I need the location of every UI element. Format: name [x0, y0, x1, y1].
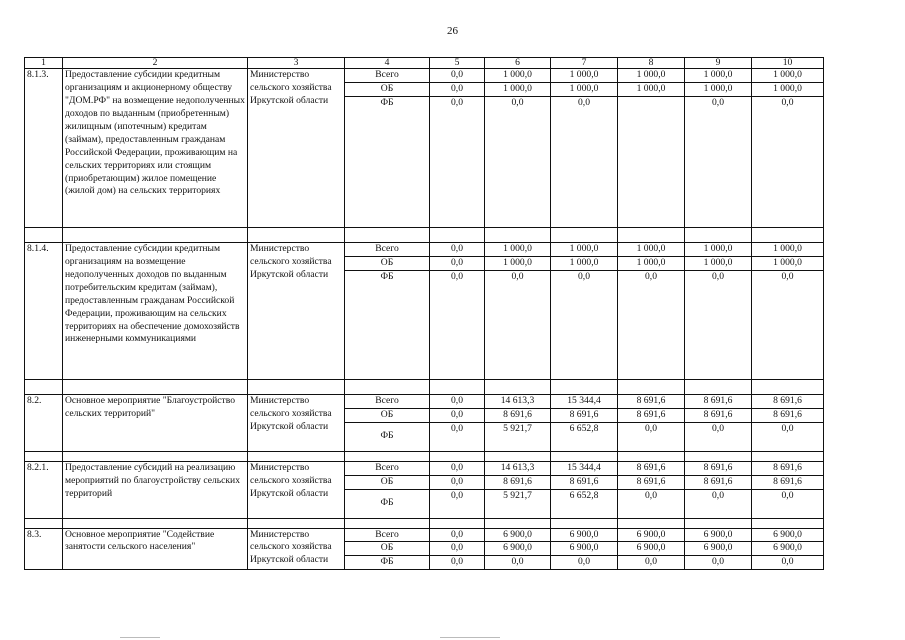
value-cell: 0,0 [685, 556, 752, 570]
executor: Министерство сельского хозяйства Иркутской области [248, 394, 345, 451]
value-cell: 1 000,0 [485, 69, 551, 83]
value-cell: 0,0 [430, 69, 485, 83]
value-cell: 8 691,6 [618, 408, 685, 422]
gap-cell [345, 518, 430, 528]
gap-cell [248, 227, 345, 242]
value-cell: 0,0 [430, 96, 485, 227]
row-gap [25, 518, 824, 528]
gap-cell [248, 451, 345, 461]
gap-cell [551, 227, 618, 242]
value-cell: 15 344,4 [551, 394, 618, 408]
value-cell: 1 000,0 [618, 82, 685, 96]
header-cell: 8 [618, 58, 685, 69]
value-cell: 1 000,0 [685, 256, 752, 270]
value-cell: 0,0 [485, 96, 551, 227]
funding-source: Всего [345, 528, 430, 542]
value-cell: 0,0 [430, 408, 485, 422]
value-cell: 1 000,0 [551, 242, 618, 256]
value-cell: 0,0 [618, 270, 685, 379]
row-number: 8.1.3. [25, 69, 63, 228]
gap-cell [63, 451, 248, 461]
row-gap [25, 227, 824, 242]
table-row [25, 242, 824, 256]
value-cell: 1 000,0 [618, 69, 685, 83]
gap-cell [25, 227, 63, 242]
value-cell: 1 000,0 [685, 82, 752, 96]
funding-source: ОБ [345, 256, 430, 270]
value-cell: 1 000,0 [685, 242, 752, 256]
value-cell: 0,0 [618, 489, 685, 518]
funding-source: ФБ [345, 422, 430, 451]
row-gap [25, 379, 824, 394]
value-cell: 0,0 [685, 422, 752, 451]
funding-source: Всего [345, 69, 430, 83]
value-cell: 6 900,0 [551, 542, 618, 556]
value-cell: 8 691,6 [752, 475, 824, 489]
value-cell: 0,0 [430, 542, 485, 556]
gap-cell [345, 451, 430, 461]
gap-cell [25, 451, 63, 461]
executor: Министерство сельского хозяйства Иркутской области [248, 528, 345, 570]
gap-cell [25, 379, 63, 394]
gap-cell [430, 379, 485, 394]
value-cell: 0,0 [485, 270, 551, 379]
header-cell: 9 [685, 58, 752, 69]
header-cell: 5 [430, 58, 485, 69]
page-number: 26 [447, 25, 458, 37]
gap-cell [752, 518, 824, 528]
value-cell: 8 691,6 [685, 408, 752, 422]
value-cell: 1 000,0 [752, 242, 824, 256]
funding-source: ФБ [345, 96, 430, 227]
funding-source: ОБ [345, 475, 430, 489]
executor: Министерство сельского хозяйства Иркутской области [248, 69, 345, 228]
value-cell: 0,0 [430, 394, 485, 408]
table-header-row [25, 58, 824, 69]
value-cell: 0,0 [618, 556, 685, 570]
gap-cell [551, 451, 618, 461]
gap-cell [248, 518, 345, 528]
value-cell: 0,0 [752, 422, 824, 451]
header-cell: 1 [25, 58, 63, 69]
value-cell: 6 900,0 [685, 542, 752, 556]
funding-source: ОБ [345, 542, 430, 556]
value-cell: 8 691,6 [485, 408, 551, 422]
value-cell: 1 000,0 [618, 242, 685, 256]
scan-artifact [120, 637, 160, 638]
funding-source: ОБ [345, 408, 430, 422]
value-cell: 1 000,0 [485, 242, 551, 256]
value-cell: 0,0 [430, 422, 485, 451]
value-cell: 8 691,6 [618, 475, 685, 489]
measure-name: Предоставление субсидий на реализацию мероприятий по благоустройству сельских территорий [63, 461, 248, 518]
row-gap [25, 451, 824, 461]
value-cell: 1 000,0 [752, 69, 824, 83]
value-cell: 0,0 [752, 489, 824, 518]
value-cell: 6 900,0 [485, 528, 551, 542]
value-cell [618, 96, 685, 227]
header-cell: 2 [63, 58, 248, 69]
value-cell: 14 613,3 [485, 394, 551, 408]
value-cell: 0,0 [685, 270, 752, 379]
value-cell: 0,0 [752, 96, 824, 227]
gap-cell [63, 227, 248, 242]
value-cell: 5 921,7 [485, 489, 551, 518]
value-cell: 6 900,0 [752, 542, 824, 556]
value-cell: 5 921,7 [485, 422, 551, 451]
value-cell: 0,0 [752, 556, 824, 570]
gap-cell [618, 451, 685, 461]
gap-cell [752, 379, 824, 394]
row-number: 8.2.1. [25, 461, 63, 518]
measure-name: Основное мероприятие "Благоустройство сельских территорий" [63, 394, 248, 451]
value-cell: 1 000,0 [752, 82, 824, 96]
table-row [25, 528, 824, 542]
gap-cell [248, 379, 345, 394]
value-cell: 6 900,0 [752, 528, 824, 542]
gap-cell [430, 451, 485, 461]
scan-artifact [440, 637, 500, 638]
funding-source: ОБ [345, 82, 430, 96]
value-cell: 6 900,0 [618, 542, 685, 556]
value-cell: 0,0 [430, 475, 485, 489]
row-number: 8.1.4. [25, 242, 63, 379]
value-cell: 0,0 [430, 270, 485, 379]
gap-cell [551, 379, 618, 394]
gap-cell [752, 227, 824, 242]
value-cell: 6 652,8 [551, 422, 618, 451]
header-cell: 3 [248, 58, 345, 69]
value-cell: 1 000,0 [485, 256, 551, 270]
value-cell: 14 613,3 [485, 461, 551, 475]
gap-cell [752, 451, 824, 461]
value-cell: 1 000,0 [551, 69, 618, 83]
gap-cell [345, 227, 430, 242]
header-cell: 4 [345, 58, 430, 69]
value-cell: 8 691,6 [752, 394, 824, 408]
value-cell: 1 000,0 [551, 82, 618, 96]
measure-name: Основное мероприятие "Содействие занятости сельского населения" [63, 528, 248, 570]
value-cell: 0,0 [551, 270, 618, 379]
value-cell: 0,0 [430, 242, 485, 256]
value-cell: 8 691,6 [618, 394, 685, 408]
table-row [25, 69, 824, 83]
value-cell: 8 691,6 [618, 461, 685, 475]
gap-cell [485, 379, 551, 394]
value-cell: 6 900,0 [685, 528, 752, 542]
gap-cell [618, 518, 685, 528]
gap-cell [63, 379, 248, 394]
table-row [25, 461, 824, 475]
value-cell: 1 000,0 [485, 82, 551, 96]
value-cell: 1 000,0 [752, 256, 824, 270]
header-cell: 7 [551, 58, 618, 69]
gap-cell [485, 451, 551, 461]
row-number: 8.3. [25, 528, 63, 570]
measure-name: Предоставление субсидии кредитным организациям на возмещение недополученных доходов по выданным потребительским кредитам (займам), предоставленным гражданам Российской Федерации, проживающим на сельских территориях на обеспечение домохозяйств инженерными коммуникациями [63, 242, 248, 379]
measure-name: Предоставление субсидии кредитным организациям и акционерному обществу "ДОМ.РФ" на возмещение недополученных доходов по выданным (приобретенным) жилищным (ипотечным) кредитам (займам), предоставленным гражданам Российской Федерации, проживающим на сельских территориях или стоящим (приобретающим) жилое помещение (жилой дом) на сельских территориях [63, 69, 248, 228]
gap-cell [618, 379, 685, 394]
header-cell: 6 [485, 58, 551, 69]
gap-cell [430, 227, 485, 242]
executor: Министерство сельского хозяйства Иркутской области [248, 461, 345, 518]
value-cell: 8 691,6 [752, 461, 824, 475]
header-cell: 10 [752, 58, 824, 69]
value-cell: 8 691,6 [485, 475, 551, 489]
funding-source: ФБ [345, 270, 430, 379]
funding-source: Всего [345, 394, 430, 408]
funding-source: ФБ [345, 556, 430, 570]
value-cell: 0,0 [685, 96, 752, 227]
value-cell: 0,0 [430, 256, 485, 270]
value-cell: 8 691,6 [685, 475, 752, 489]
gap-cell [685, 379, 752, 394]
value-cell: 0,0 [618, 422, 685, 451]
value-cell: 6 900,0 [485, 542, 551, 556]
gap-cell [551, 518, 618, 528]
gap-cell [485, 518, 551, 528]
value-cell: 8 691,6 [551, 475, 618, 489]
gap-cell [685, 451, 752, 461]
funding-source: Всего [345, 461, 430, 475]
value-cell: 8 691,6 [685, 461, 752, 475]
value-cell: 1 000,0 [618, 256, 685, 270]
gap-cell [685, 518, 752, 528]
gap-cell [485, 227, 551, 242]
value-cell: 0,0 [685, 489, 752, 518]
value-cell: 0,0 [430, 82, 485, 96]
gap-cell [345, 379, 430, 394]
gap-cell [430, 518, 485, 528]
value-cell: 8 691,6 [752, 408, 824, 422]
gap-cell [25, 518, 63, 528]
gap-cell [685, 227, 752, 242]
value-cell: 1 000,0 [685, 69, 752, 83]
value-cell: 6 900,0 [618, 528, 685, 542]
value-cell: 0,0 [485, 556, 551, 570]
value-cell: 1 000,0 [551, 256, 618, 270]
value-cell: 0,0 [430, 461, 485, 475]
value-cell: 0,0 [752, 270, 824, 379]
table-row [25, 394, 824, 408]
value-cell: 15 344,4 [551, 461, 618, 475]
value-cell: 0,0 [430, 489, 485, 518]
value-cell: 0,0 [551, 556, 618, 570]
value-cell: 0,0 [430, 528, 485, 542]
value-cell: 8 691,6 [551, 408, 618, 422]
gap-cell [63, 518, 248, 528]
budget-table [24, 57, 824, 570]
gap-cell [618, 227, 685, 242]
row-number: 8.2. [25, 394, 63, 451]
value-cell: 6 900,0 [551, 528, 618, 542]
value-cell: 0,0 [551, 96, 618, 227]
executor: Министерство сельского хозяйства Иркутской области [248, 242, 345, 379]
value-cell: 6 652,8 [551, 489, 618, 518]
funding-source: Всего [345, 242, 430, 256]
value-cell: 0,0 [430, 556, 485, 570]
value-cell: 8 691,6 [685, 394, 752, 408]
funding-source: ФБ [345, 489, 430, 518]
